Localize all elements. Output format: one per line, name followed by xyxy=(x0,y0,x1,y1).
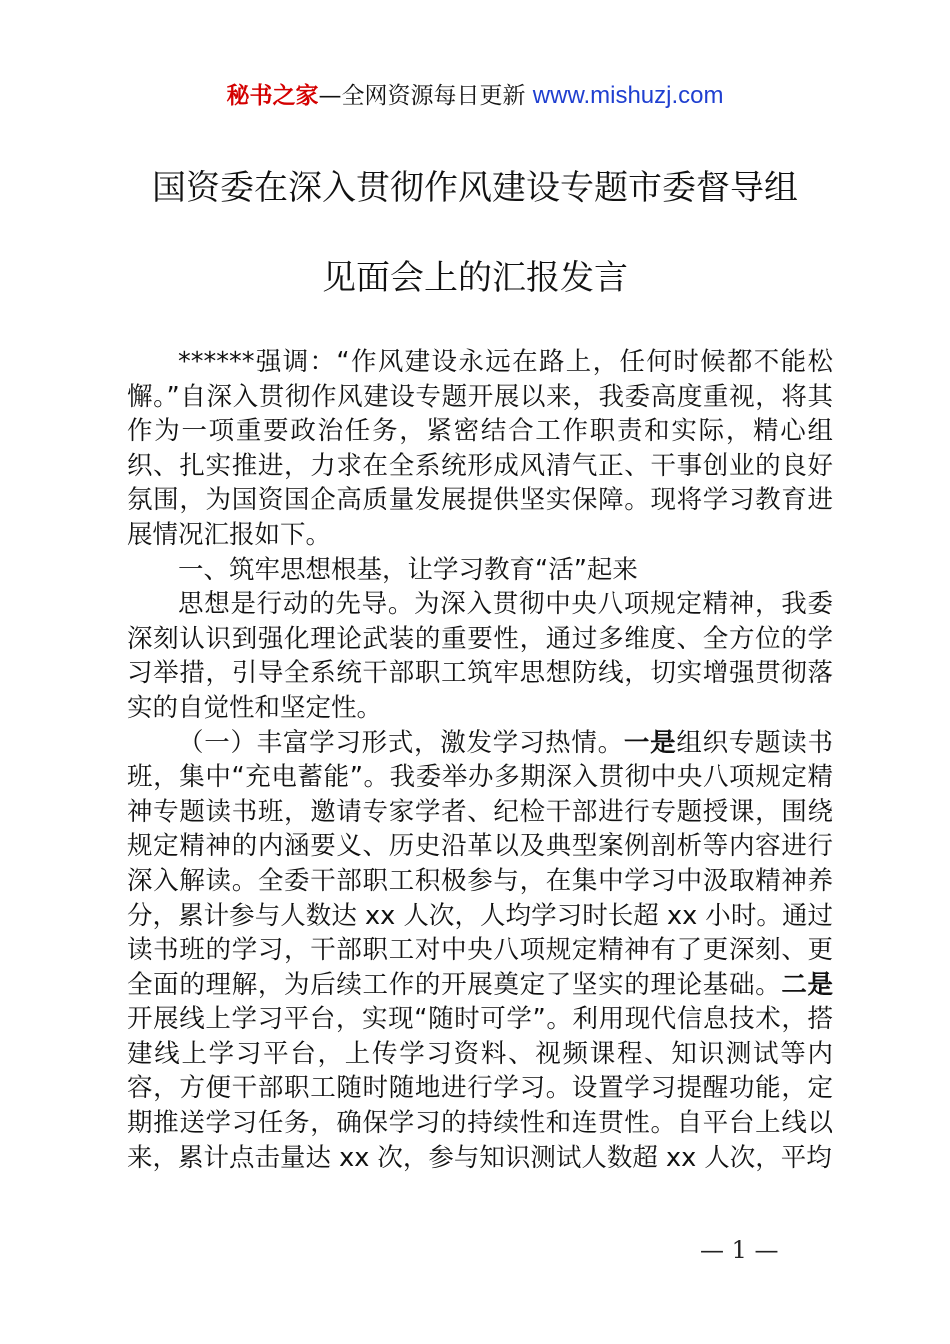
paragraph-subsection-1 xyxy=(127,726,833,1176)
site-url: www.mishuzj.com xyxy=(532,82,724,109)
document-title-line-2: 见面会上的汇报发言 xyxy=(322,258,628,298)
section-heading-1: 一、筑牢思想根基，让学习教育“活”起来 xyxy=(178,554,638,585)
document-body xyxy=(127,345,833,1175)
paragraph-section-1: 思想是行动的先导。为深入贯彻中央八项规定精神，我委深刻认识到强化理论武装的重要性，通过多维度、全方位的学习举措，引导全系统干部职工筑牢思想防线，切实增强贯彻落实的自觉性和坚定性。 xyxy=(127,589,833,723)
paragraph-intro: ******强调：“作风建设永远在路上，任何时候都不能松懈。”自深入贯彻作风建设专题开展以来，我委高度重视，将其作为一项重要政治任务，紧密结合工作职责和实际，精心组织、扎实推进，力求在全系统形成风清气正、干事创业的良好氛围，为国资国企高质量发展提供坚实保障。现将学习教育进展情况汇报如下。 xyxy=(127,347,833,550)
page-number: — 1 — xyxy=(700,1236,779,1264)
document-title-line-1: 国资委在深入贯彻作风建设专题市委督导组 xyxy=(152,168,798,208)
point-marker-1: 一是 xyxy=(623,727,677,758)
point-marker-2: 二是 xyxy=(781,969,833,1000)
site-banner xyxy=(0,80,950,112)
subsection-heading: （一）丰富学习形式，激发学习热情。 xyxy=(178,727,624,758)
banner-slogan: —全网资源每日更新 xyxy=(318,83,526,109)
brand-name: 秘书之家 xyxy=(226,83,319,109)
point-text-2: 开展线上学习平台，实现“随时可学”。利用现代信息技术，搭建线上学习平台，上传学习资料、视频课程、知识测试等内容，方便干部职工随时随地进行学习。设置学习提醒功能，定期推送学习任务，确保学习的持续性和连贯性。自平台上线以来，累计点击量达 xx 次，参与知识测试人数超 xx 人次，平均 xyxy=(127,1004,833,1173)
point-text-1: 组织专题读书班，集中“充电蓄能”。我委举办多期深入贯彻中央八项规定精神专题读书班，邀请专家学者、纪检干部进行专题授课，围绕规定精神的内涵要义、历史沿革以及典型案例剖析等内容进行深入解读。全委干部职工积极参与，在集中学习中汲取精神养分，累计参与人数达 xx 人次，人均学习时长超 xx 小时。通过读书班的学习，干部职工对中央八项规定精神有了更深刻、更全面的理解，为后续工作的开展奠定了坚实的理论基础。 xyxy=(127,727,833,1000)
